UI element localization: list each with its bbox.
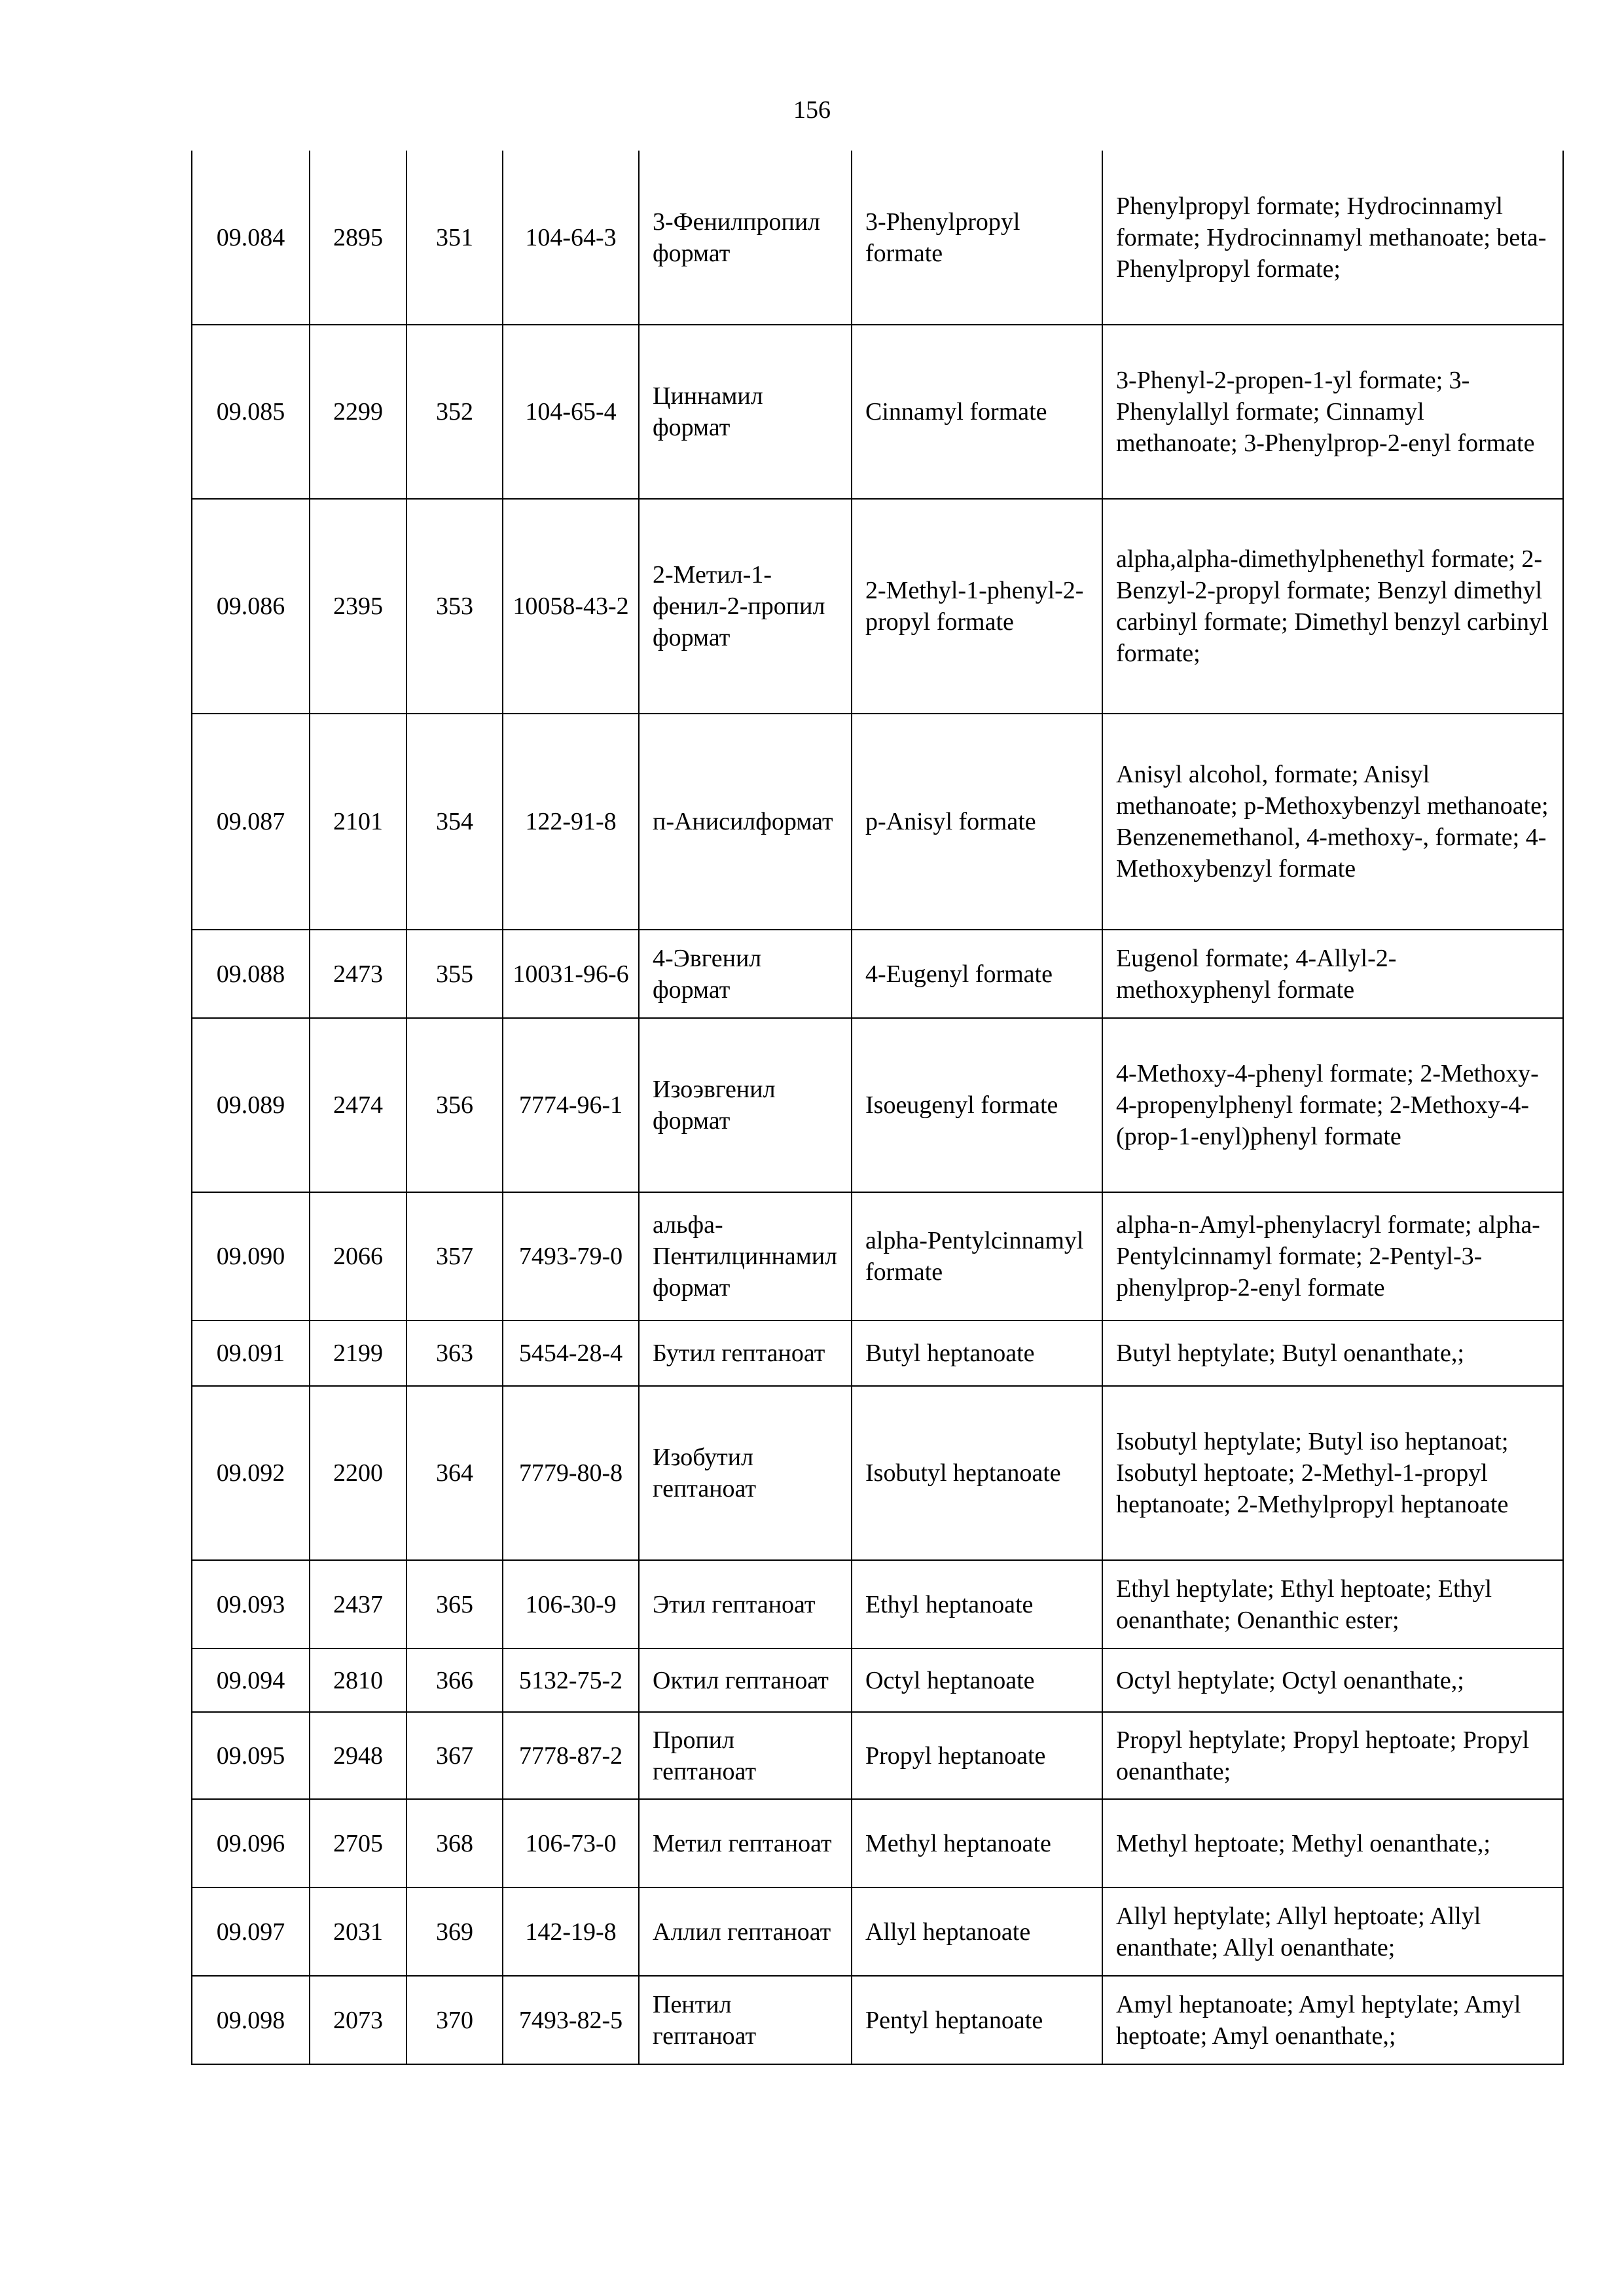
name-ru-cell: Бутил гептаноат (639, 1321, 852, 1386)
name-ru-cell: Метил гептаноат (639, 1799, 852, 1887)
fl-number-cell: 09.098 (192, 1976, 310, 2064)
fl-number-cell: 09.095 (192, 1712, 310, 1799)
name-ru-cell: Аллил гептаноат (639, 1887, 852, 1976)
jecfa-number-cell: 2199 (310, 1321, 406, 1386)
fl-number-cell: 09.086 (192, 499, 310, 714)
table-row (192, 1887, 1563, 1976)
name-ru-cell: Циннамил формат (639, 325, 852, 499)
jecfa-number-cell: 2948 (310, 1712, 406, 1799)
cas-number-cell: 104-64-3 (503, 151, 639, 325)
fl-number-cell: 09.091 (192, 1321, 310, 1386)
fl-number-cell: 09.088 (192, 930, 310, 1018)
fl-number-cell: 09.096 (192, 1799, 310, 1887)
cas-number-cell: 106-73-0 (503, 1799, 639, 1887)
coe-number-cell: 365 (406, 1560, 503, 1649)
table-row (192, 1649, 1563, 1712)
jecfa-number-cell: 2066 (310, 1192, 406, 1321)
fl-number-cell: 09.090 (192, 1192, 310, 1321)
cas-number-cell: 142-19-8 (503, 1887, 639, 1976)
table-body (192, 151, 1563, 2064)
synonyms-cell: Eugenol formate; 4-Allyl-2-methoxyphenyl formate (1102, 930, 1563, 1018)
coe-number-cell: 370 (406, 1976, 503, 2064)
cas-number-cell: 5454-28-4 (503, 1321, 639, 1386)
cas-number-cell: 7778-87-2 (503, 1712, 639, 1799)
coe-number-cell: 366 (406, 1649, 503, 1712)
coe-number-cell: 352 (406, 325, 503, 499)
coe-number-cell: 354 (406, 714, 503, 930)
table-row (192, 1321, 1563, 1386)
name-en-cell: 2-Methyl-1-phenyl-2-propyl formate (852, 499, 1102, 714)
coe-number-cell: 367 (406, 1712, 503, 1799)
jecfa-number-cell: 2200 (310, 1386, 406, 1560)
name-en-cell: Isoeugenyl formate (852, 1018, 1102, 1192)
cas-number-cell: 7779-80-8 (503, 1386, 639, 1560)
fl-number-cell: 09.089 (192, 1018, 310, 1192)
name-en-cell: Propyl heptanoate (852, 1712, 1102, 1799)
table-row (192, 325, 1563, 499)
name-ru-cell: п-Анисилформат (639, 714, 852, 930)
name-ru-cell: Изоэвгенил формат (639, 1018, 852, 1192)
synonyms-cell: Allyl heptylate; Allyl heptoate; Allyl enanthate; Allyl oenanthate; (1102, 1887, 1563, 1976)
name-ru-cell: Пропил гептаноат (639, 1712, 852, 1799)
name-ru-cell: альфа-Пентилциннамил формат (639, 1192, 852, 1321)
jecfa-number-cell: 2437 (310, 1560, 406, 1649)
coe-number-cell: 364 (406, 1386, 503, 1560)
coe-number-cell: 368 (406, 1799, 503, 1887)
coe-number-cell: 356 (406, 1018, 503, 1192)
fl-number-cell: 09.084 (192, 151, 310, 325)
jecfa-number-cell: 2473 (310, 930, 406, 1018)
table-row (192, 151, 1563, 325)
jecfa-number-cell: 2810 (310, 1649, 406, 1712)
name-ru-cell: Изобутил гептаноат (639, 1386, 852, 1560)
cas-number-cell: 5132-75-2 (503, 1649, 639, 1712)
name-en-cell: Methyl heptanoate (852, 1799, 1102, 1887)
table-row (192, 1386, 1563, 1560)
name-ru-cell: Октил гептаноат (639, 1649, 852, 1712)
name-ru-cell: 3-Фенилпропил формат (639, 151, 852, 325)
synonyms-cell: Methyl heptoate; Methyl oenanthate,; (1102, 1799, 1563, 1887)
synonyms-cell: 4-Methoxy-4-phenyl formate; 2-Methoxy-4-propenylphenyl formate; 2-Methoxy-4-(prop-1-enyl)phenyl formate (1102, 1018, 1563, 1192)
table-row (192, 1018, 1563, 1192)
name-en-cell: 3-Phenylpropyl formate (852, 151, 1102, 325)
table-row (192, 714, 1563, 930)
name-ru-cell: 2-Метил-1-фенил-2-пропил формат (639, 499, 852, 714)
coe-number-cell: 353 (406, 499, 503, 714)
name-en-cell: Cinnamyl formate (852, 325, 1102, 499)
synonyms-cell: Ethyl heptylate; Ethyl heptoate; Ethyl oenanthate; Oenanthic ester; (1102, 1560, 1563, 1649)
page-number: 156 (793, 96, 831, 124)
fl-number-cell: 09.092 (192, 1386, 310, 1560)
name-ru-cell: Этил гептаноат (639, 1560, 852, 1649)
fl-number-cell: 09.085 (192, 325, 310, 499)
flavouring-substances-table (191, 151, 1564, 2065)
jecfa-number-cell: 2395 (310, 499, 406, 714)
cas-number-cell: 106-30-9 (503, 1560, 639, 1649)
jecfa-number-cell: 2705 (310, 1799, 406, 1887)
table-row (192, 499, 1563, 714)
coe-number-cell: 357 (406, 1192, 503, 1321)
coe-number-cell: 369 (406, 1887, 503, 1976)
cas-number-cell: 10058-43-2 (503, 499, 639, 714)
cas-number-cell: 104-65-4 (503, 325, 639, 499)
name-en-cell: Pentyl heptanoate (852, 1976, 1102, 2064)
table-row (192, 1799, 1563, 1887)
jecfa-number-cell: 2474 (310, 1018, 406, 1192)
name-en-cell: Octyl heptanoate (852, 1649, 1102, 1712)
coe-number-cell: 363 (406, 1321, 503, 1386)
cas-number-cell: 7774-96-1 (503, 1018, 639, 1192)
jecfa-number-cell: 2101 (310, 714, 406, 930)
cas-number-cell: 7493-79-0 (503, 1192, 639, 1321)
table-row (192, 1712, 1563, 1799)
synonyms-cell: Octyl heptylate; Octyl oenanthate,; (1102, 1649, 1563, 1712)
name-en-cell: Ethyl heptanoate (852, 1560, 1102, 1649)
jecfa-number-cell: 2299 (310, 325, 406, 499)
fl-number-cell: 09.087 (192, 714, 310, 930)
name-en-cell: alpha-Pentylcinnamyl formate (852, 1192, 1102, 1321)
synonyms-cell: Butyl heptylate; Butyl oenanthate,; (1102, 1321, 1563, 1386)
name-ru-cell: 4-Эвгенил формат (639, 930, 852, 1018)
fl-number-cell: 09.094 (192, 1649, 310, 1712)
jecfa-number-cell: 2895 (310, 151, 406, 325)
synonyms-cell: Phenylpropyl formate; Hydrocinnamyl formate; Hydrocinnamyl methanoate; beta-Phenylpropyl formate; (1102, 151, 1563, 325)
synonyms-cell: Isobutyl heptylate; Butyl iso heptanoat; Isobutyl heptoate; 2-Methyl-1-propyl heptanoate; 2-Methylpropyl heptanoate (1102, 1386, 1563, 1560)
synonyms-cell: 3-Phenyl-2-propen-1-yl formate; 3-Phenylallyl formate; Cinnamyl methanoate; 3-Phenylprop-2-enyl formate (1102, 325, 1563, 499)
table-row (192, 1192, 1563, 1321)
cas-number-cell: 122-91-8 (503, 714, 639, 930)
synonyms-cell: Anisyl alcohol, formate; Anisyl methanoate; p-Methoxybenzyl methanoate; Benzenemethanol, 4-methoxy-, formate; 4-Methoxybenzyl formate (1102, 714, 1563, 930)
jecfa-number-cell: 2031 (310, 1887, 406, 1976)
name-en-cell: 4-Eugenyl formate (852, 930, 1102, 1018)
fl-number-cell: 09.093 (192, 1560, 310, 1649)
cas-number-cell: 10031-96-6 (503, 930, 639, 1018)
synonyms-cell: alpha,alpha-dimethylphenethyl formate; 2-Benzyl-2-propyl formate; Benzyl dimethyl carbinyl formate; Dimethyl benzyl carbinyl formate; (1102, 499, 1563, 714)
table-row (192, 1976, 1563, 2064)
synonyms-cell: alpha-n-Amyl-phenylacryl formate; alpha-Pentylcinnamyl formate; 2-Pentyl-3-phenylprop-2-enyl formate (1102, 1192, 1563, 1321)
table-row (192, 930, 1563, 1018)
table-row (192, 1560, 1563, 1649)
name-en-cell: p-Anisyl formate (852, 714, 1102, 930)
coe-number-cell: 355 (406, 930, 503, 1018)
cas-number-cell: 7493-82-5 (503, 1976, 639, 2064)
jecfa-number-cell: 2073 (310, 1976, 406, 2064)
coe-number-cell: 351 (406, 151, 503, 325)
fl-number-cell: 09.097 (192, 1887, 310, 1976)
name-en-cell: Butyl heptanoate (852, 1321, 1102, 1386)
synonyms-cell: Propyl heptylate; Propyl heptoate; Propyl oenanthate; (1102, 1712, 1563, 1799)
synonyms-cell: Amyl heptanoate; Amyl heptylate; Amyl heptoate; Amyl oenanthate,; (1102, 1976, 1563, 2064)
name-ru-cell: Пентил гептаноат (639, 1976, 852, 2064)
name-en-cell: Isobutyl heptanoate (852, 1386, 1102, 1560)
name-en-cell: Allyl heptanoate (852, 1887, 1102, 1976)
